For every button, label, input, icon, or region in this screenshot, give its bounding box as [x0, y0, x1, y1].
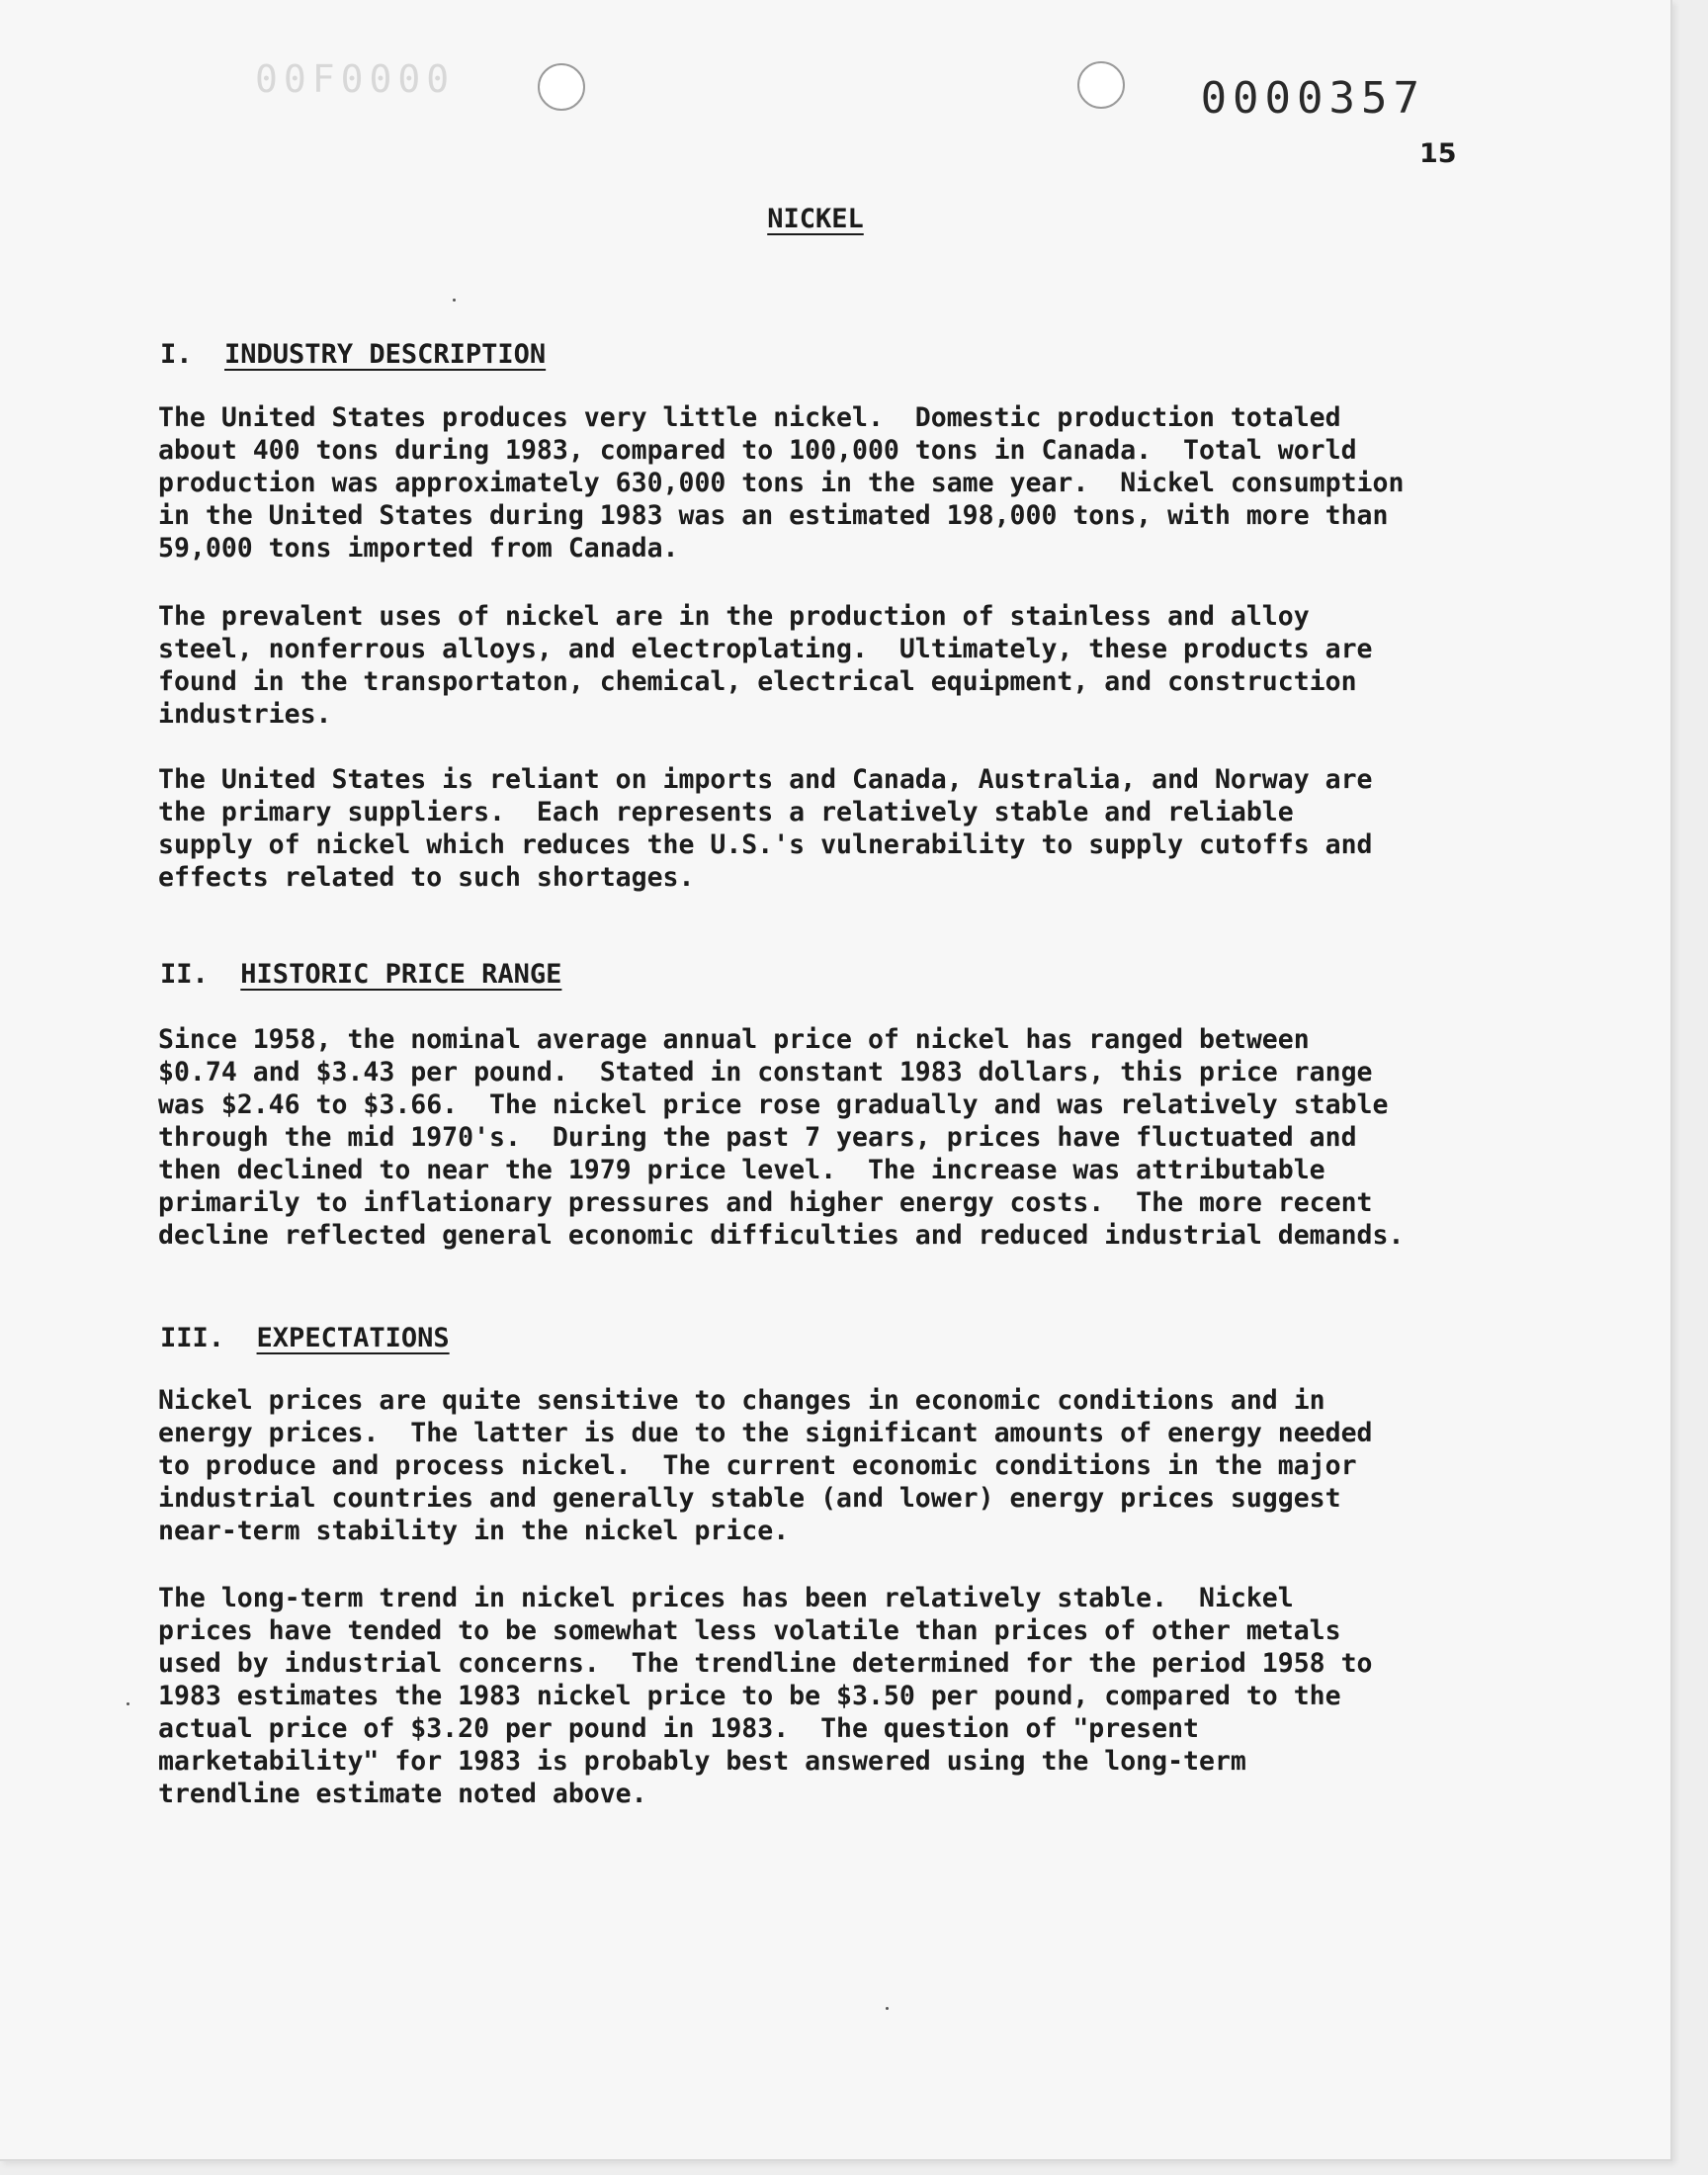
section-heading-historic-price-range: II. HISTORIC PRICE RANGE — [160, 959, 562, 990]
paragraph: The United States is reliant on imports and Canada, Australia, and Norway are the primary suppliers. Each represents a relatively stable and reliable supply of nickel which reduces the U.S.'s vulnerability to supply cutoffs and effects related to such shortages. — [158, 764, 1373, 893]
paragraph: Nickel prices are quite sensitive to changes in economic conditions and in energy prices. The latter is due to the significant amounts of energy needed to produce and process nickel. The current economic conditions in the major industrial countries and generally stable (and lower) energy prices suggest near-term stability in the nickel price. — [158, 1385, 1373, 1546]
page-title: NICKEL — [767, 204, 864, 234]
section-heading-industry-description: I. INDUSTRY DESCRIPTION — [160, 339, 547, 370]
section-heading-expectations: III. EXPECTATIONS — [160, 1323, 450, 1353]
paragraph: The long-term trend in nickel prices has been relatively stable. Nickel prices have tended to be somewhat less volatile than prices of other metals used by industrial concerns. The trendline determined for the period 1958 to 1983 estimates the 1983 nickel price to be $3.50 per pound, compared to the actual price of $3.20 per pound in 1983. The question of "present marketability" for 1983 is probably best answered using the long-term trendline estimate noted above. — [158, 1583, 1373, 1809]
faint-stamp: 00F0000 — [255, 57, 456, 101]
punch-hole-left — [538, 63, 585, 111]
page-number: 15 — [1419, 138, 1457, 169]
scan-speck — [127, 1702, 129, 1705]
paragraph: Since 1958, the nominal average annual price of nickel has ranged between $0.74 and $3.43 per pound. Stated in constant 1983 dollars, this price range was $2.46 to $3.66. The nickel price rose gradually and was relatively stable through the mid 1970's. During the past 7 years, prices have fluctuated and then declined to near the 1979 price level. The increase was attributable primarily to inflationary pressures and higher energy costs. The more recent decline reflected general economic difficulties and reduced industrial demands. — [158, 1024, 1405, 1251]
document-number: 0000357 — [1200, 73, 1425, 124]
paragraph: The United States produces very little nickel. Domestic production totaled about 400 tons during 1983, compared to 100,000 tons in Canada. Total world production was approximately 630,000 tons in the same year. Nickel consumption in the United States during 1983 was an estimated 198,000 tons, with more than 59,000 tons imported from Canada. — [158, 402, 1405, 564]
scan-speck — [886, 2007, 889, 2010]
scan-speck — [453, 299, 456, 302]
paragraph: The prevalent uses of nickel are in the production of stainless and alloy steel, nonferrous alloys, and electroplating. Ultimately, these products are found in the transportaton, chemical, electrical equipment, and construction industries. — [158, 601, 1373, 730]
punch-hole-right — [1077, 61, 1125, 109]
